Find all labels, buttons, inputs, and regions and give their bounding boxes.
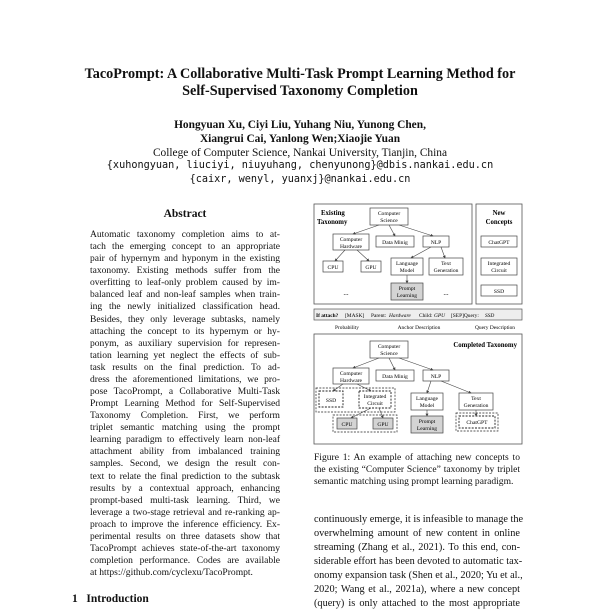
- prompt-mask: [MASK]: [345, 313, 365, 319]
- abstract-heading: Abstract: [163, 208, 207, 220]
- node-gpu-label: GPU: [365, 265, 377, 271]
- abstract-line: Taxonomy Completion. First, we perform: [90, 410, 280, 422]
- abstract-line: balanced leaf and non-leaf samples when train-: [90, 289, 280, 301]
- abstract-line: attaching the concept to its hypernym or hy-: [90, 325, 280, 337]
- section-heading-introduction: [72, 593, 149, 605]
- node-lm-b-label-1: Language: [415, 396, 439, 402]
- abstract-body: [90, 229, 280, 579]
- new-ssd-label: SSD: [493, 289, 505, 295]
- node-lm-label-1: Language: [395, 261, 419, 267]
- completed-label: Completed Taxonomy: [453, 342, 517, 349]
- prompt-sub-query: Query Description: [475, 325, 515, 331]
- node-ch-b-label-1: Computer: [339, 371, 363, 377]
- node-dm-b-label: Data Minig: [382, 374, 408, 380]
- abstract-line: samples. Second, we design the result con-: [90, 458, 280, 470]
- figure-1-caption: [314, 452, 520, 489]
- abstract-line: pair of hypernym and hyponym in the existing: [90, 253, 280, 265]
- node-tg-b-label-2: Generation: [463, 403, 489, 409]
- body-col2-line: continuously emerge, it is infeasible to manage the: [314, 514, 524, 525]
- body-col2-line: onomy expansion task (Shen et al., 2020; Yu et al.,: [314, 570, 523, 581]
- email-line-2: {caixr, wenyl, yuanxj}@nankai.edu.cn: [189, 174, 411, 185]
- ellipsis-right: ...: [443, 289, 449, 297]
- new-ic-label-1: Integrated: [487, 261, 511, 267]
- node-pl-b-label-1: Prompt: [418, 419, 436, 425]
- node-ch-b-label-2: Hardware: [339, 378, 363, 384]
- prompt-sub-anchor: Anchor Description: [397, 325, 441, 331]
- abstract-line: triplet semantic matching using the prompt: [90, 422, 280, 434]
- prompt-parent-value: Hardware: [389, 313, 411, 319]
- node-tg-label-1: Text: [441, 261, 451, 267]
- prompt-parent: Parent:: [371, 313, 387, 319]
- body-col2-line: (query) is only attached to the most appropriate: [314, 598, 520, 609]
- node-lm-label-2: Model: [399, 268, 415, 274]
- authors: [40, 118, 560, 146]
- abstract-line: proach to improve the inference efficiency. Ex-: [90, 518, 280, 530]
- body-col2-line: streaming (Zhang et al., 2021). To this end, con-: [314, 542, 520, 553]
- abstract-line: Prompt Learning Method for Self-Supervised: [90, 398, 280, 410]
- caption-line: the existing “Computer Science” taxonomy by triplet: [314, 464, 520, 476]
- node-pl-label-2: Learning: [396, 293, 418, 299]
- abstract-line: text to relate the final prediction to the subtask: [90, 470, 280, 482]
- node-cs-label-2: Science: [380, 218, 398, 224]
- abstract-line: prompt-based multi-task learning. Third, we: [90, 494, 280, 506]
- prompt-query-value: SSD: [485, 313, 495, 319]
- prompt-sub-probability: Probability: [335, 325, 359, 331]
- abstract-line: completion performance. Codes are available: [90, 555, 280, 567]
- abstract-line: at https://github.com/cyclexu/TacoPrompt.: [90, 567, 253, 579]
- abstract-line: dress the aforementioned limitations, we pro-: [90, 373, 280, 385]
- node-cs-b-label-2: Science: [380, 351, 398, 357]
- node-pl-label-1: Prompt: [398, 286, 416, 292]
- node-lm-b-label-2: Model: [419, 403, 435, 409]
- abstract-line: leverage a two-stage retrieval and re-ranking ap-: [90, 506, 280, 518]
- node-ssd-b-label: SSD: [325, 398, 337, 404]
- prompt-child-value: GPU: [434, 313, 446, 319]
- abstract-line: ponym, as auxiliary supervision for represen-: [90, 337, 280, 349]
- abstract-line: learning paradigm to effectively learn non-leaf: [90, 434, 280, 446]
- abstract-line: results by a contextual approach, enhancing: [90, 482, 280, 494]
- node-pl-b-label-2: Learning: [416, 426, 438, 432]
- abstract-line: Automatic taxonomy completion aims to at-: [90, 229, 280, 240]
- body-text-column-2: [314, 513, 524, 611]
- authors-line-2: Xiangrui Cai, Yanlong Wen;Xiaojie Yuan: [199, 133, 401, 145]
- abstract-line: tach the emerging concept to an appropriate: [90, 241, 280, 253]
- abstract-line: overfitting to leaf-only problem caused by im-: [90, 277, 280, 289]
- node-gpu-b-label: GPU: [377, 422, 389, 428]
- section-number: 1: [72, 593, 78, 605]
- body-col2-line: overwhelming amount of new content in online: [314, 528, 520, 539]
- affiliation: College of Computer Science, Nankai University, Tianjin, China: [152, 147, 448, 159]
- ellipsis-left: ...: [343, 289, 349, 297]
- section-title: Introduction: [86, 593, 149, 605]
- node-tg-b-label-1: Text: [471, 396, 481, 402]
- node-tg-label-2: Generation: [433, 268, 459, 274]
- node-cs-label-1: Computer: [377, 211, 401, 217]
- abstract-line: Besides, they only leverage subtasks, namely: [90, 313, 280, 325]
- paper-title: [40, 66, 560, 100]
- abstract-line: TacoPrompt achieves state-of-the-art taxonomy: [90, 543, 280, 555]
- node-ic-b-label-1: Integrated: [363, 394, 387, 400]
- node-cs-b-label-1: Computer: [377, 344, 401, 350]
- caption-line: semantic matching using prompt learning paradigm.: [314, 476, 514, 488]
- email-line-1: {xuhongyuan, liuciyi, niuyuhang, chenyunong}@dbis.nankai.edu.cn: [106, 160, 494, 171]
- prompt-if-attach: If attach?: [316, 313, 339, 319]
- existing-label-1: Existing: [321, 210, 345, 217]
- new-chatgpt-label: ChatGPT: [488, 240, 510, 246]
- abstract-line: pose TacoPrompt, a Collaborative Multi-Task: [90, 386, 280, 398]
- new-label-1: New: [492, 210, 506, 217]
- node-ch-label-1: Computer: [339, 237, 363, 243]
- node-cpu-b-label: CPU: [341, 422, 353, 428]
- node-dm-label: Data Minig: [382, 240, 408, 246]
- body-col2-line: siderable effort has been devoted to automatic tax-: [314, 556, 523, 567]
- node-chatgpt-b-label: ChatGPT: [466, 420, 488, 426]
- prompt-child: Child:: [419, 313, 433, 319]
- abstract-line: ing the newly initialized classification head.: [90, 301, 280, 313]
- figure-1: [313, 203, 535, 445]
- node-nlp-b-label: NLP: [430, 374, 442, 380]
- title-line-2: Self-Supervised Taxonomy Completion: [182, 83, 418, 99]
- title-line-1: TacoPrompt: A Collaborative Multi-Task Prompt Learning Method for: [84, 66, 516, 82]
- existing-label-2: Taxonomy: [317, 219, 348, 226]
- node-ch-label-2: Hardware: [339, 244, 363, 250]
- new-label-2: Concepts: [485, 219, 513, 226]
- body-col2-line: 2020; Wang et al., 2021a), where a new concept: [314, 584, 520, 595]
- node-cpu-label: CPU: [327, 265, 339, 271]
- new-ic-label-2: Circuit: [491, 268, 507, 274]
- authors-line-1: Hongyuan Xu, Ciyi Liu, Yuhang Niu, Yunong Chen,: [174, 119, 426, 131]
- abstract-line: task results on the final prediction. To ad-: [90, 361, 280, 373]
- node-ic-b-label-2: Circuit: [367, 401, 383, 407]
- node-nlp-label: NLP: [430, 240, 442, 246]
- abstract-line: taxonomy. Existing methods suffer from the: [90, 265, 280, 277]
- abstract-line: perimental results on three datasets show that: [90, 530, 280, 542]
- abstract-line: attachment ability from imbalanced training: [90, 446, 280, 458]
- prompt-sep-query: [SEP]Query:: [451, 313, 479, 319]
- abstract-line: tation learning yet neglect the effects of sub-: [90, 349, 280, 361]
- caption-line: Figure 1: An example of attaching new concepts to: [314, 452, 520, 463]
